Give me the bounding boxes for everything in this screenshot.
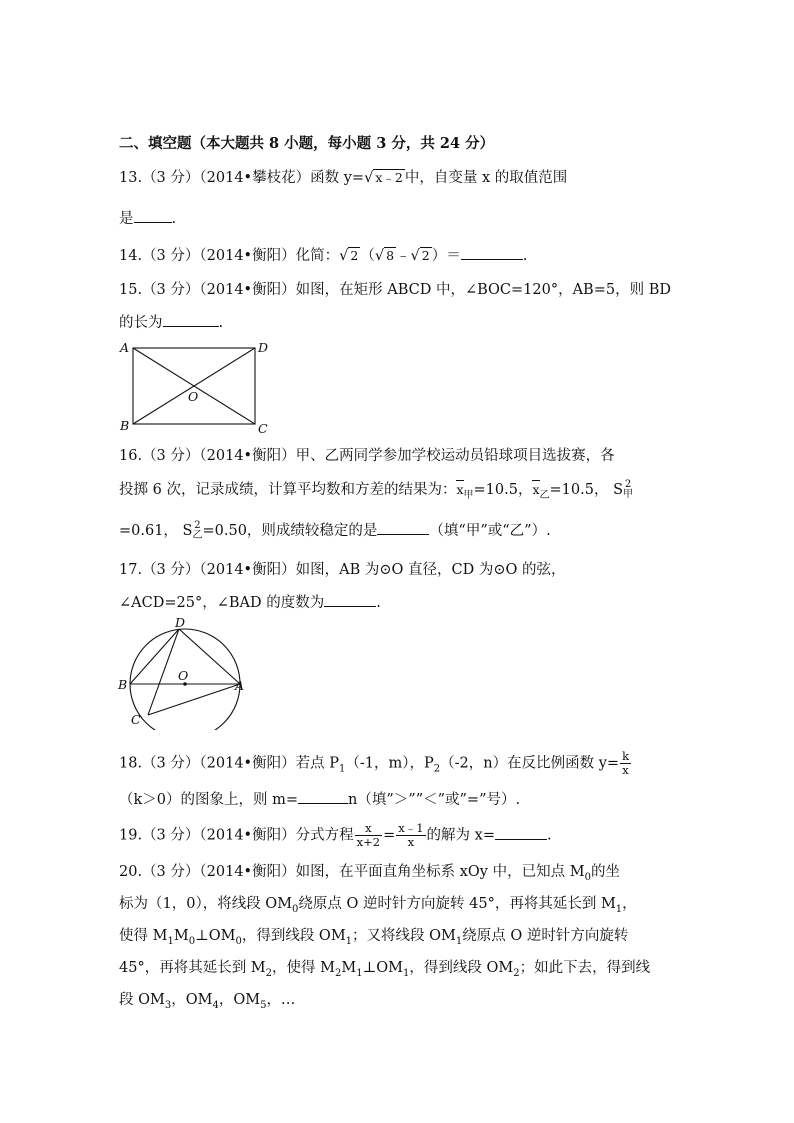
sub-1: 1: [345, 935, 353, 947]
sub-1: 1: [402, 967, 410, 979]
question-13-line2: [119, 208, 176, 229]
q20-text: 绕原点 O 逆时针方向旋转 45°，再将其延长到 M: [298, 896, 616, 912]
q15-number: 15.: [119, 282, 143, 298]
question-20-line3: [119, 926, 628, 952]
question-20-line5: [119, 990, 295, 1016]
frac-numerator: x﹣1: [398, 821, 424, 835]
q18-line2: （k＞0）的图象上，则 m=: [119, 792, 299, 808]
q20-text: 使得 M: [119, 928, 168, 944]
q15-line2: 的长为: [119, 315, 163, 331]
sub-1: 1: [615, 903, 623, 915]
variance-symbol-yi: S: [182, 523, 193, 539]
sub-0: 0: [235, 935, 242, 947]
answer-blank: [324, 592, 376, 607]
sub-yi: 乙: [192, 530, 203, 541]
label-c: C: [131, 712, 141, 727]
q14-number: 14.: [119, 248, 143, 264]
q20-number: 20.: [119, 864, 143, 880]
sub-jia: 甲: [463, 489, 474, 501]
q15-text: 如图，在矩形 ABCD 中，∠BOC=120°，AB=5，则 BD: [295, 282, 671, 298]
q14-source: （2014•衡阳）: [199, 248, 296, 264]
q18-p1-coords: （-1，m），P: [345, 755, 434, 772]
q14-text: 化简：: [295, 248, 340, 264]
label-a: A: [120, 340, 130, 355]
q20-text: M: [341, 960, 357, 976]
q14-radicand-2: 8: [386, 248, 395, 263]
q17-text: 如图，AB 为⊙O 直径，CD 为⊙O 的弦，: [295, 562, 566, 578]
sub-1: 1: [356, 967, 363, 979]
sub-0: 0: [292, 903, 299, 915]
question-20-line2: [119, 894, 637, 920]
q20-text: ，: [622, 896, 637, 912]
q13-lhs: y=: [343, 170, 365, 186]
mean-symbol-yi: x: [532, 482, 540, 497]
mean-jia-value: =10.5，: [473, 482, 533, 498]
q17-line2: ∠ACD=25°，∠BAD 的度数为: [119, 595, 325, 611]
q13-text: 函数: [310, 170, 344, 186]
q16-text1: 甲、乙两同学参加学校运动员铅球项目选拔赛，各: [295, 448, 615, 464]
fraction-2: [396, 822, 425, 849]
q20-text: 45°，再将其延长到 M: [119, 960, 266, 976]
sub-5: 5: [260, 999, 267, 1011]
q14-open: （: [360, 248, 375, 264]
sqrt-sign: √: [410, 248, 420, 264]
label-d: D: [175, 615, 186, 630]
q14-close: ）＝: [431, 248, 461, 264]
q20-score: （3 分）: [142, 864, 200, 880]
label-c: C: [258, 421, 268, 436]
q18-number: 18.: [119, 755, 143, 772]
question-15-line2: [119, 312, 223, 333]
q16-tail: （填“甲”或“乙”）.: [429, 523, 551, 539]
q14-end: .: [522, 248, 528, 264]
equals-sign: =: [383, 827, 396, 844]
q20-text: ；如此下去，得到线: [519, 960, 651, 976]
label-o: O: [188, 389, 199, 404]
sub-2: 2: [335, 967, 342, 979]
q17-end: .: [376, 595, 381, 611]
sub-2: 2: [265, 967, 273, 979]
sqrt-sign: √: [374, 248, 385, 264]
q15-source: （2014•衡阳）: [199, 282, 296, 298]
q18-p2-coords: （-2，n）在反比例函数 y=: [440, 755, 620, 772]
q18-text: 若点 P: [295, 755, 339, 772]
square-sup: 2: [194, 520, 201, 531]
q13-radicand: x﹣2: [375, 170, 403, 185]
label-o: O: [178, 668, 189, 683]
q20-source: （2014•衡阳）: [199, 864, 296, 880]
q13-text-after: 中，自变量 x 的取值范围: [404, 170, 568, 186]
fraction-1: [355, 822, 382, 849]
q19-number: 19.: [119, 827, 143, 844]
q20-text: M: [173, 928, 189, 944]
answer-blank: [298, 789, 348, 804]
q20-text: ⊥OM: [195, 928, 236, 944]
q14-radicand-3: 2: [421, 248, 430, 263]
mean-yi-value: =10.5，: [549, 482, 609, 498]
q20-text: ⊥OM: [362, 960, 403, 976]
sub-2: 2: [433, 763, 441, 775]
q19-text: 分式方程: [295, 827, 354, 844]
q16-score: （3 分）: [142, 448, 200, 464]
q13-end: .: [171, 211, 177, 227]
question-18-line2: [119, 789, 520, 810]
q20-text: 段 OM: [119, 992, 165, 1008]
sub-0: 0: [584, 871, 591, 883]
answer-blank: [495, 825, 547, 840]
variance-yi-text: =0.50，则成绩较稳定的是: [202, 523, 378, 539]
sub-yi: 乙: [539, 489, 550, 501]
fraction-k-over-x: [620, 750, 631, 777]
answer-blank: [377, 520, 429, 535]
frac-denominator: x+2: [356, 835, 381, 849]
variance-symbol-jia: S: [613, 482, 623, 498]
sub-jia: 甲: [623, 489, 633, 500]
variance-jia-value: =0.61，: [119, 523, 178, 539]
q20-text: ，OM: [171, 992, 213, 1008]
question-17: [119, 560, 565, 580]
q20-text: ，OM: [218, 992, 261, 1008]
question-18: [119, 750, 632, 779]
answer-blank: [461, 245, 523, 260]
answer-blank: [163, 312, 219, 327]
label-b: B: [118, 677, 128, 692]
q17-number: 17.: [119, 562, 143, 578]
sub-4: 4: [212, 999, 219, 1011]
variance-jia-marks: [623, 480, 633, 500]
sub-1: 1: [167, 935, 174, 947]
q19-source: （2014•衡阳）: [199, 827, 296, 844]
q15-score: （3 分）: [142, 282, 200, 298]
q13-number: 13.: [119, 170, 143, 186]
rectangle-figure: [114, 338, 274, 438]
question-13: [119, 168, 567, 188]
q20-text: ，得到线段 OM: [241, 928, 346, 944]
q20-text: 的坐: [590, 864, 620, 880]
square-sup: 2: [624, 479, 632, 490]
section-heading: 二、填空题（本大题共 8 小题，每小题 3 分，共 24 分）: [119, 135, 495, 152]
q16-number: 16.: [119, 448, 143, 464]
q20-text: ；又将线段 OM: [352, 928, 456, 944]
q19-tail: 的解为 x=: [426, 827, 495, 844]
question-16-line3: [119, 520, 551, 541]
question-15: [119, 280, 671, 300]
frac-numerator: k: [622, 749, 630, 763]
segment-ca: [148, 684, 240, 715]
q14-score: （3 分）: [142, 248, 200, 264]
sqrt-sign: √: [364, 170, 374, 186]
q16-source: （2014•衡阳）: [199, 448, 296, 464]
question-16: [119, 446, 615, 466]
q13-formula: [344, 170, 405, 186]
q13-source: （2014•攀枝花）: [199, 170, 311, 186]
answer-blank: [134, 208, 172, 223]
q19-end: .: [546, 827, 552, 844]
question-20-line4: [119, 958, 650, 984]
variance-yi-marks: [192, 521, 202, 541]
q17-source: （2014•衡阳）: [199, 562, 296, 578]
frac-denominator: x: [622, 763, 629, 777]
q14-radicand-1: 2: [350, 248, 359, 263]
q20-text: ，使得 M: [272, 960, 335, 976]
q18-line2-tail: n（填”＞””＜”或”=”号）.: [348, 792, 521, 808]
q20-text: 绕原点 O 逆时针方向旋转: [462, 928, 629, 944]
question-19: [119, 822, 552, 849]
q18-score: （3 分）: [142, 755, 200, 772]
q18-source: （2014•衡阳）: [199, 755, 296, 772]
frac-denominator: x: [407, 835, 415, 849]
q17-score: （3 分）: [142, 562, 200, 578]
circle-figure: [112, 614, 262, 730]
question-16-line2: [119, 480, 633, 506]
q13-score: （3 分）: [142, 170, 200, 186]
sub-2: 2: [513, 967, 520, 979]
question-20: [119, 862, 620, 888]
label-b: B: [120, 418, 130, 433]
label-d: D: [258, 340, 269, 355]
frac-numerator: x: [355, 822, 382, 836]
q13-line2: 是: [119, 211, 134, 227]
sub-0: 0: [188, 935, 196, 947]
q20-text: ，得到线段 OM: [409, 960, 514, 976]
sub-1: 1: [339, 763, 346, 775]
sub-3: 3: [164, 999, 172, 1011]
q20-text: 如图，在平面直角坐标系 xOy 中，已知点 M: [295, 864, 585, 880]
q15-end: .: [218, 315, 224, 331]
q20-text: ，…: [266, 992, 296, 1008]
chord-cd: [148, 629, 179, 715]
mean-symbol-jia: x: [456, 482, 464, 497]
sub-1: 1: [455, 935, 463, 947]
question-17-line2: [119, 592, 381, 613]
q14-minus: ﹣: [396, 248, 411, 264]
label-a: A: [235, 678, 245, 693]
q19-score: （3 分）: [142, 827, 200, 844]
sqrt-sign: √: [339, 248, 349, 264]
question-14: [119, 245, 527, 266]
q16-text2: 投掷 6 次，记录成绩，计算平均数和方差的结果为：: [119, 482, 457, 498]
q20-text: 标为（1，0），将线段 OM: [119, 896, 293, 912]
